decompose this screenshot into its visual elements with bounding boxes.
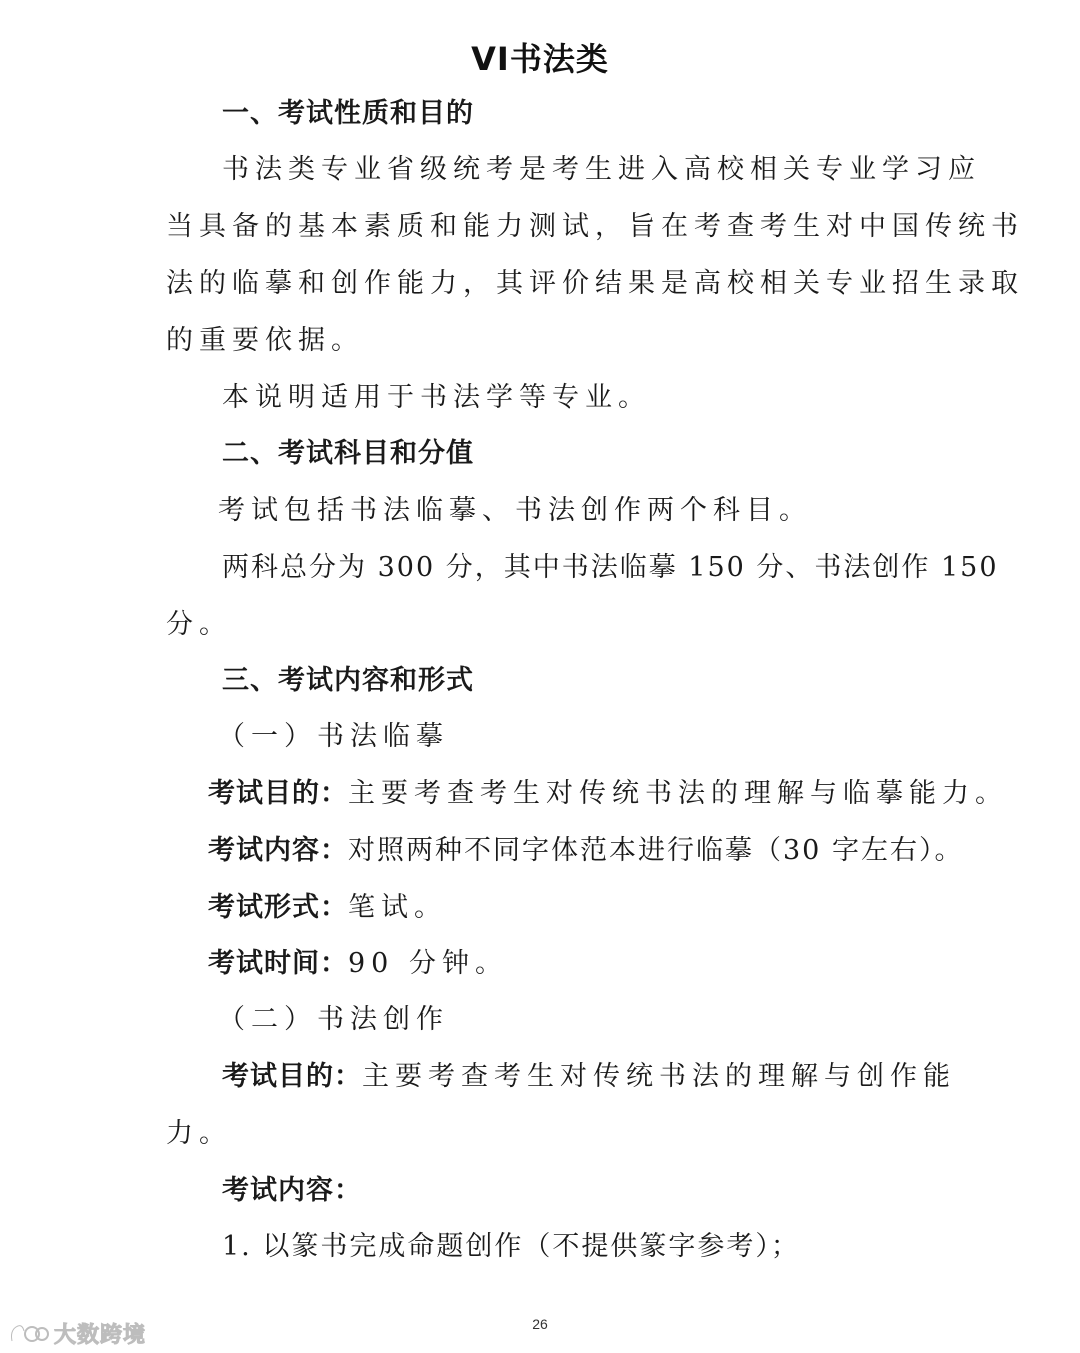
form-label: 考试形式： (208, 892, 348, 923)
purpose-row-2 (222, 1059, 982, 1095)
list-item: 1. 以篆书完成命题创作（不提供篆字参考）； (222, 1231, 800, 1262)
purpose-text: 主要考查考生对传统书法的理解与创作能 (362, 1061, 956, 1092)
paragraph-line: 法的临摹和创作能力，其评价结果是高校相关专业招生录取 (166, 268, 1024, 299)
purpose-row (208, 776, 1008, 812)
watermark-text: 大数跨境 (54, 1323, 147, 1348)
brand-logo-icon (8, 1321, 50, 1347)
section-heading-3: 三、考试内容和形式 (222, 665, 474, 696)
content-text: 对照两种不同字体范本进行临摹（30 字左右）。 (348, 835, 964, 866)
time-row (208, 946, 968, 982)
paragraph-line: 分。 (166, 609, 232, 640)
time-text: 90 分钟。 (348, 948, 508, 979)
page-title: VI书法类 (471, 40, 609, 78)
purpose-text: 主要考查考生对传统书法的理解与临摹能力。 (348, 778, 1008, 809)
paragraph-line: 力。 (166, 1118, 232, 1149)
content-label-2: 考试内容： (222, 1175, 362, 1206)
content-row (208, 833, 968, 869)
paragraph-line: 本说明适用于书法学等专业。 (222, 382, 651, 413)
page-number: 26 (532, 1316, 548, 1332)
paragraph-line: 考试包括书法临摹、书法创作两个科目。 (218, 495, 812, 526)
paragraph-line: 的重要依据。 (166, 325, 364, 356)
purpose-label: 考试目的： (222, 1061, 362, 1092)
form-row (208, 890, 968, 926)
content-label: 考试内容： (208, 835, 348, 866)
purpose-label: 考试目的： (208, 778, 348, 809)
section-heading-1: 一、考试性质和目的 (222, 98, 474, 129)
paragraph-line: 两科总分为 300 分，其中书法临摹 150 分、书法创作 150 (222, 552, 999, 583)
subsection-heading-2: （二）书法创作 (218, 1004, 449, 1035)
subsection-heading-1: （一）书法临摹 (218, 721, 449, 752)
watermark (8, 1318, 146, 1349)
paragraph-line: 书法类专业省级统考是考生进入高校相关专业学习应 (222, 154, 981, 185)
time-label: 考试时间： (208, 948, 348, 979)
section-heading-2: 二、考试科目和分值 (222, 438, 474, 469)
paragraph-line: 当具备的基本素质和能力测试，旨在考查考生对中国传统书 (166, 211, 1024, 242)
form-text: 笔试。 (348, 892, 447, 923)
